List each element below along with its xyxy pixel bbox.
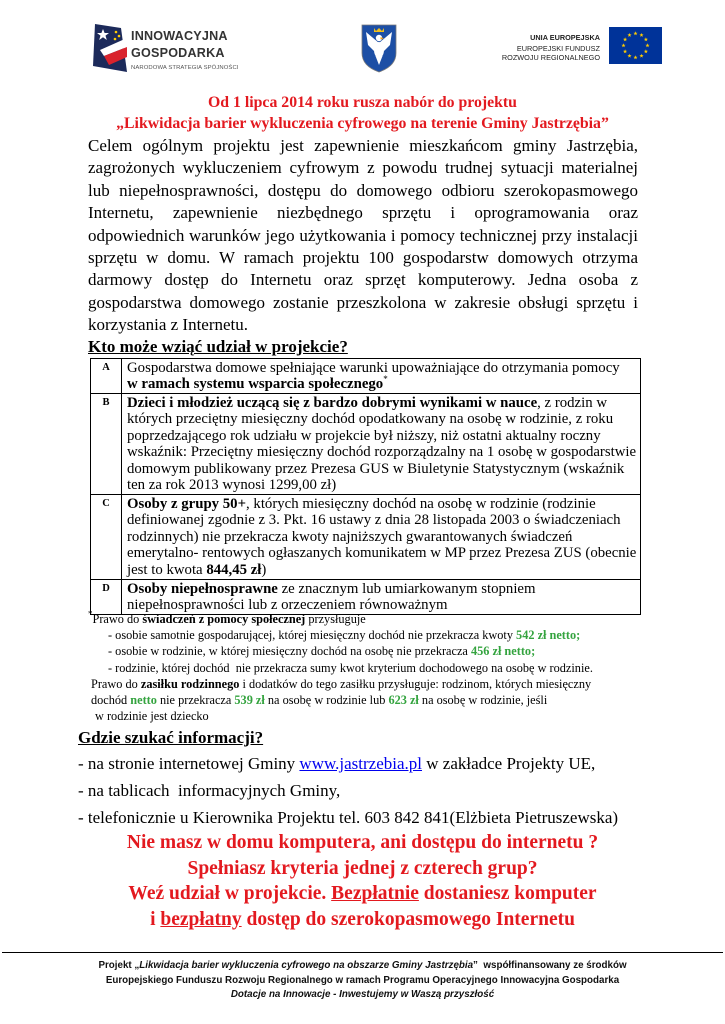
footnote-marker: * bbox=[88, 609, 93, 619]
intro-line: darmowy dostęp do Internetu oraz sprzęt komputerowy. Jedna osoba z bbox=[88, 270, 638, 290]
footnote-text: na osobę w rodzinie lub bbox=[264, 692, 389, 707]
eligibility-table bbox=[90, 358, 641, 615]
row-line bbox=[127, 395, 640, 412]
cta-line bbox=[0, 830, 725, 856]
amount-highlight: ; bbox=[576, 628, 581, 643]
row-line bbox=[127, 529, 640, 546]
row-bold-segment: Dzieci i młodzież uczącą się z bardzo dobrymi wynikami w nauce bbox=[127, 394, 538, 411]
footer-text: Dotacje na Innowacje - Inwestujemy w Waszą przyszłość bbox=[230, 989, 495, 1000]
row-text-segment: , z rodzin w bbox=[537, 394, 608, 411]
table-row bbox=[91, 494, 640, 579]
contact-item bbox=[78, 777, 618, 804]
cta-line bbox=[0, 881, 725, 907]
row-line bbox=[127, 444, 640, 461]
footer-divider bbox=[2, 952, 723, 953]
intro-line: lub niepełnosprawności, dostępu do domowego odbioru szerokopasmowego bbox=[88, 180, 638, 200]
row-letter: C bbox=[91, 495, 122, 579]
footnote-text: na osobę w rodzinie, jeśli bbox=[418, 692, 548, 707]
contact-list bbox=[78, 750, 618, 831]
logo-left-line1: INNOWACYJNA bbox=[131, 29, 228, 43]
footnote-bold: zasiłku rodzinnego bbox=[140, 676, 240, 691]
row-line bbox=[127, 562, 640, 579]
contact-text: - na tablicach informacyjnych Gminy, bbox=[78, 781, 341, 800]
footer-project-name: Likwidacja barier wykluczenia cyfrowego na obszarze Gminy Jastrzębia bbox=[139, 960, 474, 971]
row-bold-segment: Osoby niepełnosprawne bbox=[127, 580, 278, 597]
intro-line: sprzętu w domu. W ramach projektu 100 gospodarstw domowych otrzyma bbox=[88, 247, 638, 267]
row-text-segment: domowym publikowany przez Prezesa GUS w Biuletynie Statystycznym (wskaźnik bbox=[127, 460, 625, 477]
row-text-segment: ) bbox=[261, 561, 267, 578]
cta-text: dostaniesz komputer bbox=[418, 883, 597, 905]
innowacyjna-gospodarka-emblem-icon bbox=[92, 22, 128, 74]
row-letter: B bbox=[91, 394, 122, 494]
intro-line: zagrożonych wykluczeniem cyfrowym z powodu trudnej sytuacji materialnej bbox=[88, 158, 638, 178]
cta-line bbox=[0, 907, 725, 933]
contact-text: - na stronie internetowej Gminy bbox=[78, 754, 300, 773]
logo-right-line3: ROZWOJU REGIONALNEGO bbox=[501, 53, 600, 62]
contact-item bbox=[78, 750, 618, 777]
intro-line: korzystania z Internetu. bbox=[88, 315, 249, 335]
row-text-segment: , których miesięczny dochód na osobę w rodzinie (rodzinie bbox=[246, 495, 596, 512]
row-text-segment: niepełnosprawności lub z orzeczeniem równoważnym bbox=[127, 597, 448, 613]
intro-line: gospodarstwa domowego zostanie przeszkolona w zakresie obsługi sprzętu i bbox=[88, 292, 638, 312]
cta-text: i bbox=[150, 909, 161, 931]
row-text bbox=[122, 495, 640, 579]
footnote-text: przysługuje bbox=[305, 612, 366, 626]
cta-underlined: bezpłatny bbox=[160, 909, 242, 931]
footnote bbox=[0, 611, 725, 724]
logo-left-line2: GOSPODARKA bbox=[131, 46, 225, 60]
amount-highlight: 542 zł netto bbox=[516, 628, 577, 643]
row-text-segment: wskaźnik: Przeciętny miesięczny dochód rozporządzalny na 1 osobę w gospodarstwie bbox=[127, 444, 637, 460]
footnote-line bbox=[0, 627, 725, 643]
footnote-line bbox=[0, 708, 725, 724]
contact-heading: Gdzie szukać informacji? bbox=[78, 728, 264, 747]
footnote-line bbox=[0, 643, 725, 659]
coat-of-arms-icon bbox=[361, 24, 397, 73]
row-line bbox=[127, 376, 640, 393]
row-bold-segment: 844,45 zł bbox=[206, 561, 262, 578]
logo-right-line2: EUROPEJSKI FUNDUSZ bbox=[516, 43, 600, 53]
cta-text: Nie masz w domu komputera, ani dostępu do internetu ? bbox=[126, 832, 599, 853]
row-text-segment: rodzinnych) nie przekracza kwoty najniższych gwarantowanych świadczeń bbox=[127, 528, 573, 545]
footnote-marker: * bbox=[383, 374, 388, 384]
page-title bbox=[0, 92, 725, 134]
footer-text: Projekt „ bbox=[98, 960, 140, 971]
amount-highlight: 623 zł bbox=[388, 692, 419, 707]
footer-text: ” współfinansowany ze środków bbox=[473, 960, 627, 971]
row-text-segment: których przeciętny miesięczny dochód opodatkowany na osobę w rodzinie, z roku bbox=[127, 411, 614, 427]
logo-right-line1: UNIA EUROPEJSKA bbox=[530, 33, 600, 42]
row-line bbox=[127, 411, 640, 428]
row-text-segment: Gospodarstwa domowe spełniające warunki upoważniające do otrzymania pomocy bbox=[127, 359, 620, 376]
row-line bbox=[127, 581, 640, 598]
row-text-segment: ze znacznym lub umiarkowanym stopniem bbox=[277, 580, 536, 597]
footnote-text: dochód bbox=[91, 692, 131, 707]
row-text-segment: definiowanej zgodnie z 3. Pkt. 16 ustawy z dnia 28 listopada 2003 o świadczeniach bbox=[127, 512, 621, 528]
row-text bbox=[122, 394, 640, 494]
footer-slogan bbox=[0, 988, 725, 1003]
footnote-text: Prawo do bbox=[91, 676, 141, 691]
title-line: Od 1 lipca 2014 roku rusza nabór do projektu bbox=[208, 94, 517, 111]
footnote-bold: świadczeń z pomocy społecznej bbox=[142, 612, 306, 626]
title-project-name: „Likwidacja barier wykluczenia cyfrowego na terenie Gminy Jastrzębia” bbox=[116, 115, 609, 132]
row-line bbox=[127, 496, 640, 513]
logo-left-tagline: NARODOWA STRATEGIA SPÓJNOŚCI bbox=[131, 65, 239, 71]
amount-highlight: ; bbox=[531, 644, 536, 659]
footnote-line bbox=[0, 660, 725, 676]
cta-text: Weź udział w projekcie. bbox=[128, 883, 332, 905]
footnote-text: w rodzinie jest dziecko bbox=[95, 709, 209, 724]
cta-text: Spełniasz kryteria jednej z czterech grup? bbox=[187, 857, 538, 879]
row-line bbox=[127, 512, 640, 529]
website-link[interactable]: www.jastrzebia.pl bbox=[299, 754, 422, 773]
table-row bbox=[91, 579, 640, 614]
cta-text: dostęp do szerokopasmowego Internetu bbox=[241, 909, 575, 931]
row-text-segment: jest to kwota bbox=[127, 561, 207, 578]
cta-line bbox=[0, 856, 725, 882]
intro-line: Internetu, zapewnienie niezbędnego sprzętu i oprogramowania oraz bbox=[88, 203, 638, 223]
amount-highlight: 456 zł netto bbox=[470, 644, 532, 659]
row-text bbox=[122, 359, 640, 393]
row-text-segment: emerytalno- rentowych ogłaszanych komunikatem w MP przez Prezesa ZUS (obecnie bbox=[127, 545, 637, 561]
intro-line: Celem ogólnym projektu jest zapewnienie mieszkańcom gminy Jastrzębia, bbox=[88, 136, 638, 155]
footnote-text: i dodatków do tego zasiłku przysługuje: rodzinom, których miesięczny bbox=[239, 676, 592, 691]
row-text-segment: ten za rok 2013 wynosi 1299,00 zł) bbox=[127, 477, 337, 493]
cta-underlined: Bezpłatnie bbox=[331, 883, 419, 905]
row-line bbox=[127, 545, 640, 562]
footer-text: Europejskiego Funduszu Rozwoju Regionalnego w ramach Programu Operacyjnego Innowacyjna Gospodarka bbox=[105, 974, 620, 986]
contact-item bbox=[78, 804, 618, 831]
row-letter: D bbox=[91, 580, 122, 614]
row-text-segment: poprzedzającego rok udziału w projekcie był niższy, niż ostatni aktualny roczny bbox=[127, 427, 601, 444]
intro-line: odpowiednich warunków jego użytkowania i pomocy technicznej przy instalacji bbox=[88, 225, 638, 245]
contact-text: - telefonicznie u Kierownika Projektu tel. 603 842 841(Elżbieta Pietruszewska) bbox=[78, 808, 619, 827]
footer-line bbox=[0, 959, 725, 974]
row-line bbox=[127, 477, 640, 494]
contact-text: w zakładce Projekty UE, bbox=[422, 754, 596, 773]
row-line bbox=[127, 461, 640, 478]
row-letter: A bbox=[91, 359, 122, 393]
footnote-line bbox=[0, 692, 725, 708]
amount-highlight: 539 zł bbox=[234, 692, 265, 707]
eu-flag-icon bbox=[609, 27, 662, 64]
footnote-text: nie przekracza bbox=[156, 692, 235, 707]
row-bold-segment: w ramach systemu wsparcia społecznego bbox=[127, 376, 384, 392]
row-line bbox=[127, 428, 640, 445]
table-row bbox=[91, 359, 640, 393]
intro-paragraph bbox=[88, 135, 638, 337]
footnote-line bbox=[0, 676, 725, 692]
row-text bbox=[122, 580, 640, 614]
footer-line bbox=[0, 974, 725, 989]
amount-highlight: netto bbox=[130, 692, 157, 707]
footnote-line bbox=[0, 611, 725, 627]
footnote-text: - osobie samotnie gospodarującej, której miesięczny dochód nie przekracza kwoty bbox=[108, 628, 517, 643]
table-row bbox=[91, 393, 640, 494]
row-bold-segment: Osoby z grupy 50+ bbox=[127, 495, 247, 512]
footnote-text: Prawo do bbox=[92, 612, 143, 626]
who-heading: Kto może wziąć udział w projekcie? bbox=[88, 337, 348, 356]
footer bbox=[0, 959, 725, 1003]
footnote-text: - osobie w rodzinie, w której miesięczny dochód na osobę nie przekracza bbox=[108, 644, 471, 659]
call-to-action bbox=[0, 830, 725, 933]
footnote-text: - rodzinie, której dochód nie przekracza sumy kwot kryterium dochodowego na osobę w rodzinie. bbox=[108, 660, 593, 675]
